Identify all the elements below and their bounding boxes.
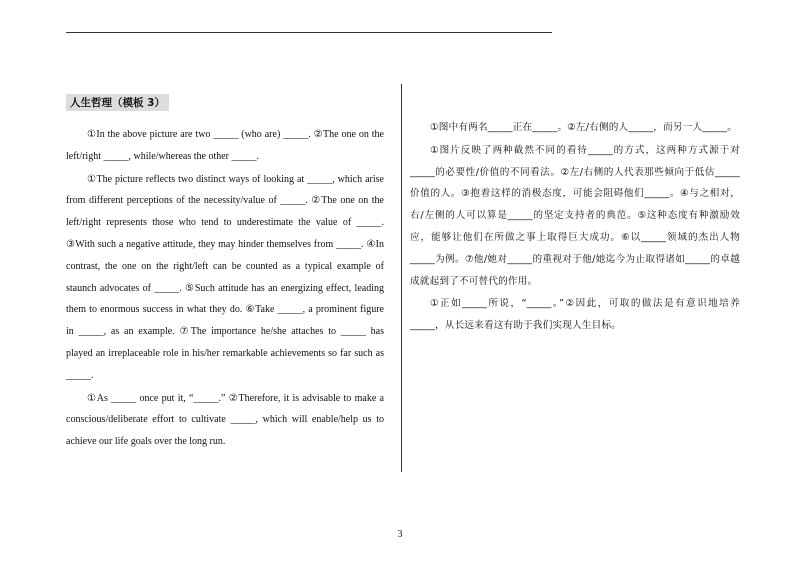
- header-rule: [66, 32, 552, 33]
- chinese-column: [410, 117, 740, 338]
- english-paragraph-1: ①In the above picture are two _____ (who are) _____. ②The one on the left/right _____, while/whereas the other _____.: [66, 129, 384, 162]
- chinese-paragraph-1: ①图中有两名_____正在_____。②左/右侧的人_____，而另一人_____。: [430, 122, 738, 133]
- english-paragraph-2: ①The picture reflects two distinct ways of looking at _____, which arise from different perceptions of the necessity/value of _____. ②The one on the left/right represents those who tend to underestimate the value of _____. ③With such a negative attitude, they may hinder themselves from _____. ④In contrast, the one on the right/left can be counted as a typical example of staunch advocates of _____. ⑤Such attitude has an energizing effect, leading them to enormous success in what they do. ⑥Take _____, a prominent figure in _____, as an example. ⑦The importance he/she attaches to _____ has played an irreplaceable role in his/her remarkable achievements so far such as _____.: [66, 173, 384, 381]
- page-number: 3: [397, 529, 403, 540]
- section-heading: 人生哲理（模板 3）: [66, 94, 169, 111]
- column-divider: [401, 84, 402, 472]
- chinese-paragraph-3: ①正如_____所说，“_____。”②因此，可取的做法是有意识地培养_____，从长远来看这有助于我们实现人生目标。: [410, 298, 740, 332]
- english-paragraph-3: ①As _____ once put it, “_____.” ②Therefore, it is advisable to make a conscious/deliberate effort to cultivate _____, which will enable/help us to achieve our life goals over the long run.: [66, 392, 384, 448]
- english-column: [66, 93, 384, 454]
- chinese-paragraph-2: ①图片反映了两种截然不同的看待_____的方式，这两种方式源于对_____的必要性/价值的不同看法。②左/右侧的人代表那些倾向于低估_____价值的人。③抱着这样的消极态度，可能会阻碍他们_____。④与之相对，右/左侧的人可以算是_____的坚定支持者的典范。⑤这种态度有种激励效应，能够让他们在所做之事上取得巨大成功。⑥以_____领域的杰出人物_____为例。⑦他/她对_____的重视对于他/她迄今为止取得诸如_____的卓越成就起到了不可替代的作用。: [410, 144, 740, 287]
